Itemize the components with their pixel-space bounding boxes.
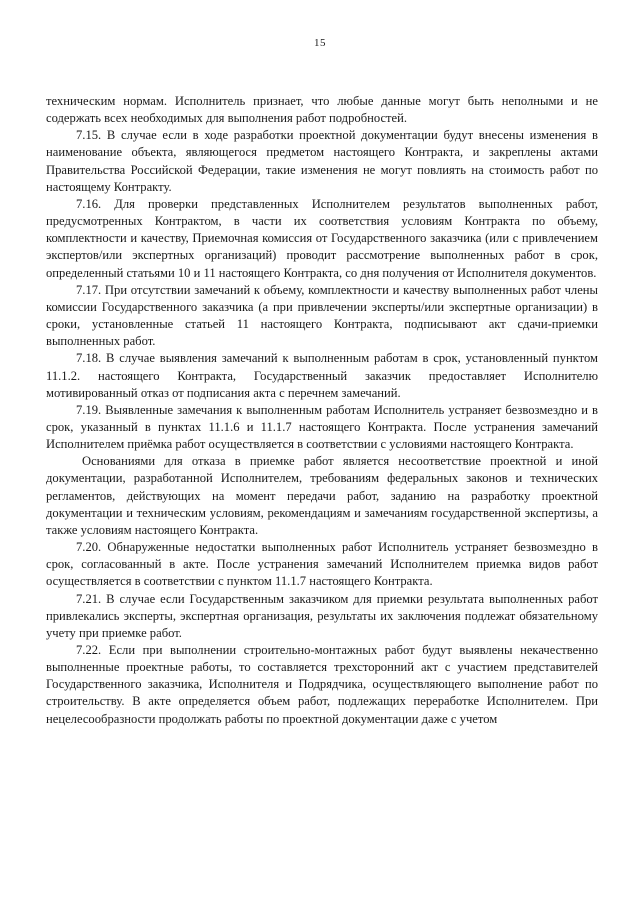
clause-7-17: 7.17. При отсутствии замечаний к объему, комплектности и качеству выполненных работ члены комиссии Государственного заказчика (а при привлечении эксперты/или экспертные организации) в сроки, установленные статьей 11 настоящего Контракта, подписывают акт сдачи-приемки выполненных работ. bbox=[46, 282, 598, 349]
clause-7-15: 7.15. В случае если в ходе разработки проектной документации будут внесены изменения в наименование объекта, являющегося предметом настоящего Контракта, и закреплены актами Правительства Российской Федерации, такие изменения не могут повлиять на стоимость работ по настоящему Контракту. bbox=[46, 128, 598, 194]
clause-7-20: 7.20. Обнаруженные недостатки выполненных работ Исполнитель устраняет безвозмездно в срок, согласованный в акте. После устранения замечаний Исполнителем приемка видов работ осуществляется в соответствии с пунктом 11.1.7 настоящего Контракта. bbox=[46, 540, 598, 589]
clause-7-18: 7.18. В случае выявления замечаний к выполненным работам в срок, установленный пунктом 11.1.2. настоящего Контракта, Государственный заказчик предоставляет Исполнителю мотивированный отказ от подписания акта с перечнем замечаний. bbox=[46, 351, 598, 400]
clause-7-22: 7.22. Если при выполнении строительно-монтажных работ будут выявлены некачественно выполненные проектные работы, то составляется трехсторонний акт с участием представителей Государственного заказчика, Исполнителя и Подрядчика, осуществляющего выполнение работ по строительству. В акте определяется объем работ, подлежащих переработке Исполнителем. При нецелесообразности продолжать работы по проектной документации даже с учетом bbox=[46, 643, 598, 726]
clause-7-19: 7.19. Выявленные замечания к выполненным работам Исполнитель устраняет безвозмездно и в срок, указанный в пунктах 11.1.6 и 11.1.7 настоящего Контракта. После устранения замечаний Исполнителем приёмка работ осуществляется в соответствии с условиями настоящего Контракта. bbox=[46, 402, 598, 452]
page-number: 15 bbox=[314, 37, 326, 49]
rejection-grounds-paragraph: Основаниями для отказа в приемке работ является несоответствие проектной и иной документации, разработанной Исполнителем, требованиям федеральных законов и технических регламентов, действующих на момент передачи работ, заданию на разработку проектной документации и техническим условиям, рекомендациям и замечаниям государственной экспертизы, а также условиям настоящего Контракта. bbox=[46, 454, 598, 537]
clause-7-16: 7.16. Для проверки представленных Исполнителем результатов выполненных работ, предусмотренных Контрактом, в части их соответствия условиям Контракта по объему, комплектности и качеству, Приемочная комиссия от Государственного заказчика (или с привлечением экспертов/или экспертных организаций) проводит рассмотрение выполненных работ в срок, определенный статьями 10 и 11 настоящего Контракта, со дня получения от Исполнителя документов. bbox=[46, 196, 598, 280]
document-body bbox=[46, 93, 598, 728]
clause-7-21: 7.21. В случае если Государственным заказчиком для приемки результата выполненных работ привлекались эксперты, экспертная организация, результаты их заключения подлежат обязательному учету при приемке работ. bbox=[46, 591, 598, 640]
paragraph-continuation: техническим нормам. Исполнитель признает, что любые данные могут быть неполными и не содержать всех необходимых для выполнения работ подробностей. bbox=[46, 94, 598, 126]
